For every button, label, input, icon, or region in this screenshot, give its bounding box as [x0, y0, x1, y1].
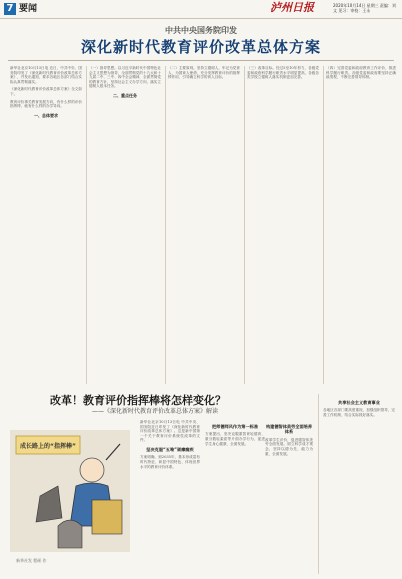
- masthead: [0, 0, 402, 19]
- article-column: [10, 66, 82, 384]
- article-column: [247, 66, 319, 384]
- illustration-caption: 新华社发 程硕 作: [16, 558, 47, 563]
- article-column: [89, 66, 161, 384]
- section-label: 要闻: [19, 4, 38, 14]
- column-divider: [86, 66, 87, 384]
- article-headline: 深化新时代教育评价改革总体方案: [80, 38, 321, 56]
- sidebar-heading: 共享社会主义教育事业: [338, 400, 380, 405]
- section-heading: 把师德师风作为第一标准: [211, 424, 259, 429]
- article-column: [168, 66, 240, 384]
- article-kicker: 中共中央国务院印发: [165, 26, 237, 35]
- section-heading: 坚决克服“五唯”顽瘴痼疾: [146, 446, 194, 452]
- paragraph: （四）完善党委和政府教育工作评价，推进科学履行职责。各级党委和政府要坚持正确政绩观，不断完善领导体制。: [326, 66, 396, 80]
- issue-info: 2020年10月14日 星期三 责编：刘文 见习：审校：王永: [333, 3, 396, 13]
- page-number: 7: [4, 3, 16, 15]
- paragraph: 新华社北京10月13日电 近日，中共中央、国务院印发了《深化新时代教育评价改革总体方案》，并发出通知，要求各地区各部门结合实际认真贯彻落实。: [10, 66, 82, 84]
- paragraph: 改革学生评价，促进德智体美劳全面发展。树立科学成才观念，坚持以德为先、能力为重、全面发展。: [265, 437, 313, 456]
- paragraph: 教育评价事关教育发展方向，有什么样的评价指挥棒，就有什么样的办学导向。: [10, 99, 82, 109]
- paragraph: 《深化新时代教育评价改革总体方案》全文如下。: [10, 87, 82, 96]
- sidebar-box: [318, 394, 397, 574]
- newspaper-logo: 泸州日报: [270, 1, 314, 14]
- column-divider: [323, 66, 324, 384]
- section-heading: 一、总体要求: [34, 112, 58, 118]
- second-headline: 改革！教育评价指挥棒将怎样变化？: [50, 394, 226, 407]
- section-heading: 构建德智体美劳全面培养体系: [265, 424, 313, 435]
- article-column: [265, 420, 313, 570]
- paragraph: 各地区各部门要高度重视，加强组织领导，完善工作机制，结合实际抓好落实。: [323, 408, 395, 417]
- column-divider: [165, 66, 166, 384]
- cartoon-illustration: [10, 430, 130, 552]
- article-column: [140, 420, 200, 570]
- cartoon-title: 成长路上的“指挥棒”: [20, 443, 76, 450]
- paragraph: 方案明确，到2035年，基本形成富有时代特征、彰显中国特色、体现世界水平的教育评价体系。: [140, 455, 200, 469]
- paragraph: （一）指导思想。以习近平新时代中国特色社会主义思想为指导，全面贯彻党的十九大和十九届二中、三中、四中全会精神，全面贯彻党的教育方针，坚持社会主义办学方向，落实立德树人根本任务。: [89, 66, 161, 89]
- paragraph: 方案提出，坚决克服重智育轻德育、重分数轻素质等片面办学行为，促进学生身心健康、全面发展。: [205, 432, 265, 446]
- paragraph: （三）改革目标。经过5至10年努力，各级党委和政府科学履行职责水平明显提高，各级各类学校立德树人落实机制更加完善。: [247, 66, 319, 80]
- paragraph: 新华社北京10月13日电 中共中央、国务院近日印发了《深化新时代教育评价改革总体方案》。这是新中国第一个关于教育评价系统性改革的文件。: [140, 420, 200, 443]
- article-column: [205, 420, 265, 570]
- second-subheadline: ——《深化新时代教育评价改革总体方案》解读: [92, 408, 219, 415]
- paragraph: （二）主要原则。坚持立德树人，牢记为党育人、为国育人使命，充分发挥教育评价的指挥棒作用，引导确立科学的育人目标。: [168, 66, 240, 80]
- sidebar-content: [323, 396, 395, 572]
- divider: [8, 60, 394, 61]
- article-column: [326, 66, 396, 384]
- section-heading: 二、重点任务: [113, 92, 137, 98]
- column-divider: [244, 66, 245, 384]
